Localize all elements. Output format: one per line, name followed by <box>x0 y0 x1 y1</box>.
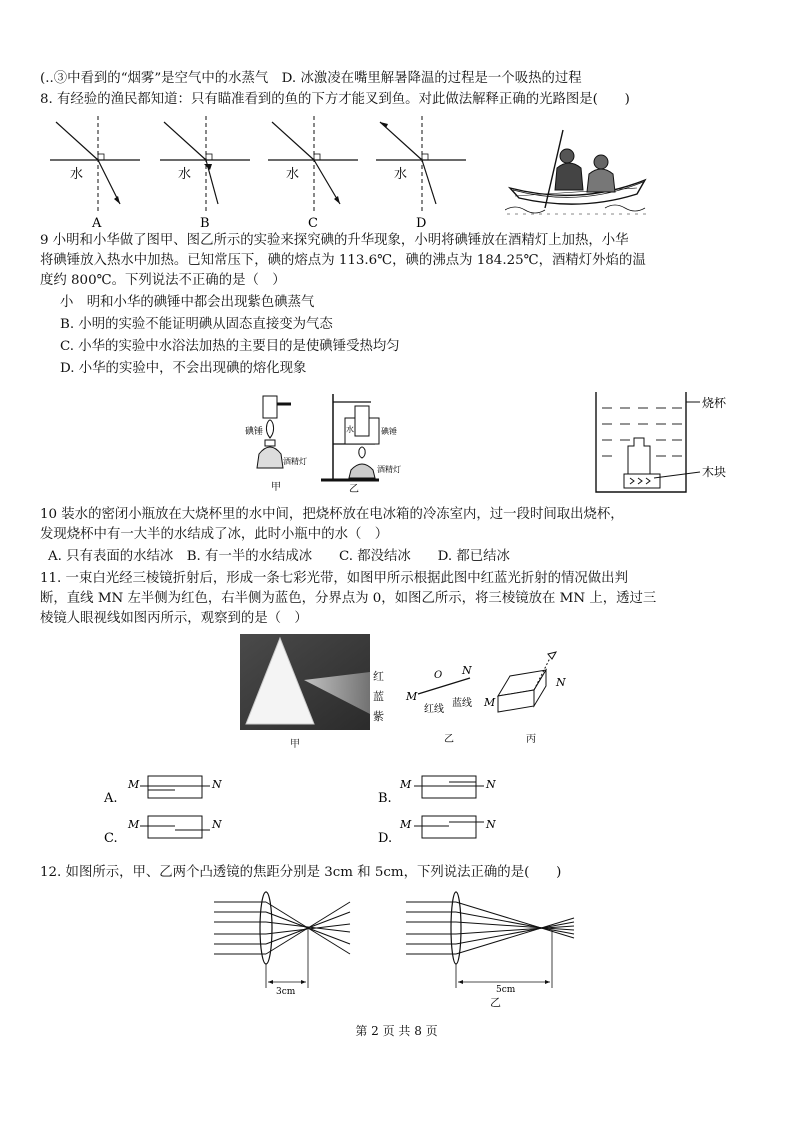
q9-option-a: 小 明和小华的碘锤中都会出现紫色碘蒸气 <box>60 295 315 310</box>
fig-label-lamp-jia: 酒精灯 <box>283 457 307 466</box>
prism-label-blue: 蓝 <box>373 690 384 703</box>
mn-line-and-prism-figures <box>400 650 590 750</box>
q11-d-m: M <box>400 818 412 831</box>
q11-option-c-label: C. <box>104 831 118 846</box>
q8-option-c: C <box>308 216 318 230</box>
q11-option-b-label: B. <box>378 791 392 806</box>
fig-label-iodine-hammer-yi: 碘锤 <box>381 427 397 436</box>
q11-d-n: N <box>486 818 496 831</box>
q8-option-d: D <box>416 216 427 230</box>
q8-water-label-d: 水 <box>394 167 408 182</box>
q11-option-d-label: D. <box>378 831 393 846</box>
mn-label-n-yi: N <box>462 664 472 677</box>
q9-option-d: D. 小华的实验中，不会出现碘的熔化现象 <box>60 361 307 376</box>
q9-stem-2: 将碘锤放入热水中加热。已知常压下，碘的熔点为 113.6℃，碘的沸点为 184.25℃，酒精灯外焰的温 <box>40 253 646 268</box>
q11-options-figures <box>100 770 520 850</box>
q11-b-m: M <box>400 778 412 791</box>
q10-options: A. 只有表面的水结冰 B. 有一半的水结成冰 C. 都没结冰 D. 都已结冰 <box>48 549 510 564</box>
convex-lens-figures <box>210 888 600 998</box>
fig-label-block: 木块 <box>702 465 727 479</box>
q9-stem-3: 度约 800℃。下列说法不正确的是（ ） <box>40 273 286 288</box>
mn-label-m-yi: M <box>406 690 418 703</box>
q8-figure-b <box>160 116 250 230</box>
q8-stem: 8. 有经验的渔民都知道：只有瞄准看到的鱼的下方才能叉到鱼。对此做法解释正确的光路图是( ) <box>40 92 630 107</box>
q11-stem-3: 棱镜人眼视线如图丙所示，观察到的是（ ） <box>40 611 308 626</box>
q8-option-a: A <box>92 216 102 230</box>
beaker-block-figure <box>590 388 750 496</box>
fishermen-boat-illustration <box>505 128 655 216</box>
q9-option-b: B. 小明的实验不能证明碘从固态直接变为气态 <box>60 317 333 332</box>
q9-option-c: C. 小华的实验中水浴法加热的主要目的是使碘锤受热均匀 <box>60 339 400 354</box>
q11-option-b-figure <box>378 776 496 806</box>
q11-c-m: M <box>128 818 140 831</box>
mn-label-n-bing: N <box>556 676 566 689</box>
q11-stem-2: 断，直线 MN 左半侧为红色，右半侧为蓝色，分界点为 0，如图乙所示，将三棱镜放在 MN 上，透过三 <box>40 591 657 606</box>
fig-label-water-yi: 水 <box>346 425 354 434</box>
q12-stem: 12. 如图所示，甲、乙两个凸透镜的焦距分别是 3cm 和 5cm，下列说法正确的是( ) <box>40 865 562 880</box>
mn-label-m-bing: M <box>484 696 496 709</box>
q8-figure-c <box>268 116 358 230</box>
q11-option-c-figure <box>104 816 222 846</box>
mn-label-red-line: 红线 <box>424 704 444 715</box>
lens-yi-focal-label: 5cm <box>496 985 516 995</box>
fig-caption-bing: 丙 <box>526 734 536 745</box>
q8-option-b: B <box>200 216 210 230</box>
q10-stem-2: 发现烧杯中有一大半的水结成了冰，此时小瓶中的水（ ） <box>40 527 389 542</box>
fig-label-beaker: 烧杯 <box>702 396 727 410</box>
page-footer: 第 2 页 共 8 页 <box>355 1024 438 1038</box>
mn-label-o: O <box>434 670 443 681</box>
q8-water-label-b: 水 <box>178 167 192 182</box>
fig-caption-yi: 乙 <box>349 484 359 495</box>
q7-option-tail: (..③中看到的“烟雾”是空气中的水蒸气 D. 冰激凌在嘴里解暑降温的过程是一个吸热的过程 <box>40 71 582 86</box>
q11-option-a-figure <box>103 776 222 806</box>
q9-stem-1: 9 小明和小华做了图甲、图乙所示的实验来探究碘的升华现象，小明将碘锤放在酒精灯上加热，小华 <box>40 233 629 248</box>
q8-figure-a <box>50 116 140 230</box>
q8-light-path-figures <box>40 112 500 230</box>
lens-jia <box>214 892 350 997</box>
fig-label-lamp-yi: 酒精灯 <box>377 465 401 474</box>
prism-label-red: 红 <box>373 670 384 683</box>
q8-water-label-c: 水 <box>286 167 300 182</box>
fig-caption-yi-11: 乙 <box>444 734 454 745</box>
q11-a-m: M <box>128 778 140 791</box>
q11-a-n: N <box>212 778 222 791</box>
lens-yi <box>406 892 574 995</box>
mn-label-blue-line: 蓝线 <box>452 698 472 709</box>
q11-b-n: N <box>486 778 496 791</box>
q8-figure-d <box>376 116 466 230</box>
prism-photo <box>240 634 390 749</box>
fig-label-iodine-hammer-jia: 碘锤 <box>245 427 264 437</box>
q11-stem-1: 11. 一束白光经三棱镜折射后，形成一条七彩光带，如图甲所示根据此图中红蓝光折射的情况做出判 <box>40 571 628 586</box>
q11-option-a-label: A. <box>104 791 118 806</box>
lens-yi-caption: 乙 <box>490 996 501 1009</box>
prism-label-purple: 紫 <box>373 710 384 723</box>
fig-caption-jia: 甲 <box>271 482 281 493</box>
lens-jia-focal-label: 3cm <box>276 987 296 997</box>
q10-stem-1: 10 装水的密闭小瓶放在大烧杯里的水中间，把烧杯放在电冰箱的冷冻室内，过一段时间取出烧杯， <box>40 507 624 522</box>
iodine-sublimation-figure <box>245 388 415 496</box>
q11-option-d-figure <box>378 816 496 846</box>
q8-water-label-a: 水 <box>70 167 84 182</box>
q11-c-n: N <box>212 818 222 831</box>
fig-caption-prism-jia: 甲 <box>290 739 300 749</box>
